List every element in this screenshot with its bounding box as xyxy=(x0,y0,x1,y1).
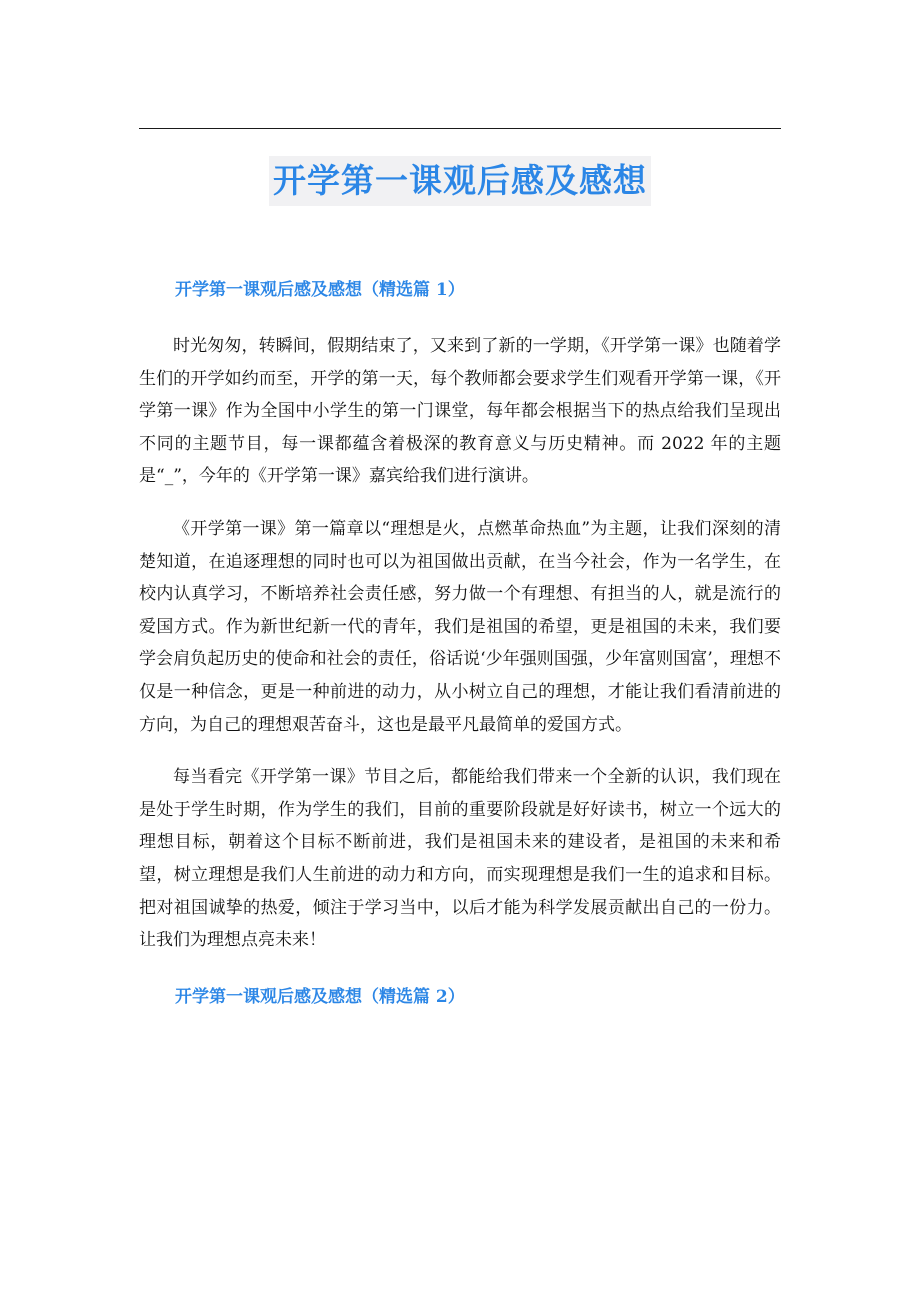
title-container xyxy=(0,156,920,206)
paragraph-2: 《开学第一课》第一篇章以“理想是火，点燃革命热血”为主题，让我们深刻的清楚知道，在追逐理想的同时也可以为祖国做出贡献，在当今社会，作为一名学生，在校内认真学习，不断培养社会责任感，努力做一个有理想、有担当的人，就是流行的爱国方式。作为新世纪新一代的青年，我们是祖国的希望，更是祖国的未来，我们要学会肩负起历史的使命和社会的责任，俗话说‘少年强则国强，少年富则国富’，理想不仅是一种信念，更是一种前进的动力，从小树立自己的理想，才能让我们看清前进的方向，为自己的理想艰苦奋斗，这也是最平凡最简单的爱国方式。 xyxy=(139,518,781,735)
section-heading-1: 开学第一课观后感及感想（精选篇 1） xyxy=(175,280,465,300)
section-heading-2: 开学第一课观后感及感想（精选篇 2） xyxy=(175,986,465,1007)
paragraph-3: 每当看完《开学第一课》节目之后，都能给我们带来一个全新的认识，我们现在是处于学生时期，作为学生的我们，目前的重要阶段就是好好读书，树立一个远大的理想目标，朝着这个目标不断前进，我们是祖国未来的建设者，是祖国的未来和希望，树立理想是我们人生前进的动力和方向，而实现理想是我们一生的追求和目标。把对祖国诚挚的热爱，倾注于学习当中，以后才能为科学发展贡献出自己的一份力。让我们为理想点亮未来！ xyxy=(139,767,781,951)
document-title: 开学第一课观后感及感想 xyxy=(269,156,651,206)
top-divider xyxy=(139,128,781,129)
document-body xyxy=(139,270,781,1037)
paragraph-1: 时光匆匆，转瞬间，假期结束了，又来到了新的一学期，《开学第一课》也随着学生们的开学如约而至，开学的第一天，每个教师都会要求学生们观看开学第一课，《开学第一课》作为全国中小学生的第一门课堂，每年都会根据当下的热点给我们呈现出不同的主题节目，每一课都蕴含着极深的教育意义与历史精神。而 2022 年的主题是“_”，今年的《开学第一课》嘉宾给我们进行演讲。 xyxy=(139,336,781,487)
